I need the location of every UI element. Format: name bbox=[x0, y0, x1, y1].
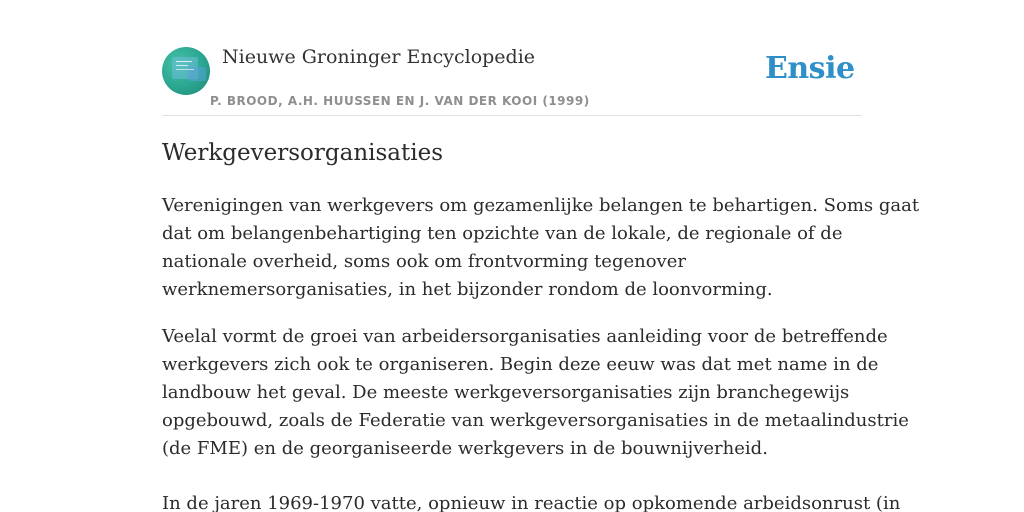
paragraph-line: landbouw het geval. De meeste werkgeversorganisaties zijn branchegewijs bbox=[162, 382, 850, 403]
encyclopedia-cover-thumbnail[interactable] bbox=[162, 47, 210, 95]
paragraph-line: nationale overheid, soms ook om frontvorming tegenover bbox=[162, 251, 686, 272]
paragraph-2 bbox=[162, 323, 909, 463]
paragraph-line: In de jaren 1969-1970 vatte, opnieuw in reactie op opkomende arbeidsonrust (in bbox=[162, 493, 901, 512]
paragraph-line: (de FME) en de georganiseerde werkgevers in de bouwnijverheid. bbox=[162, 438, 768, 459]
paragraph-line: Veelal vormt de groei van arbeidersorganisaties aanleiding voor de betreffende bbox=[162, 326, 888, 347]
article-title: Werkgeversorganisaties bbox=[162, 140, 444, 166]
paragraph-line: opgebouwd, zoals de Federatie van werkgeversorganisaties in de metaalindustrie bbox=[162, 410, 909, 431]
ensie-logo-link[interactable]: Ensie bbox=[765, 51, 855, 86]
paragraph-line: dat om belangenbehartiging ten opzichte van de lokale, de regionale of de bbox=[162, 223, 843, 244]
authors-line: P. BROOD, A.H. HUUSSEN EN J. VAN DER KOOI (1999) bbox=[210, 94, 590, 108]
paragraph-3 bbox=[162, 490, 901, 512]
paragraph-line: werknemersorganisaties, in het bijzonder rondom de loonvorming. bbox=[162, 279, 773, 300]
encyclopedia-title-link[interactable]: Nieuwe Groninger Encyclopedie bbox=[222, 46, 536, 68]
paragraph-line: Verenigingen van werkgevers om gezamenlijke belangen te behartigen. Soms gaat bbox=[162, 195, 920, 216]
paragraph-1 bbox=[162, 192, 920, 304]
encyclopedia-header bbox=[162, 44, 862, 116]
paragraph-line: werkgevers zich ook te organiseren. Begin deze eeuw was dat met name in de bbox=[162, 354, 879, 375]
